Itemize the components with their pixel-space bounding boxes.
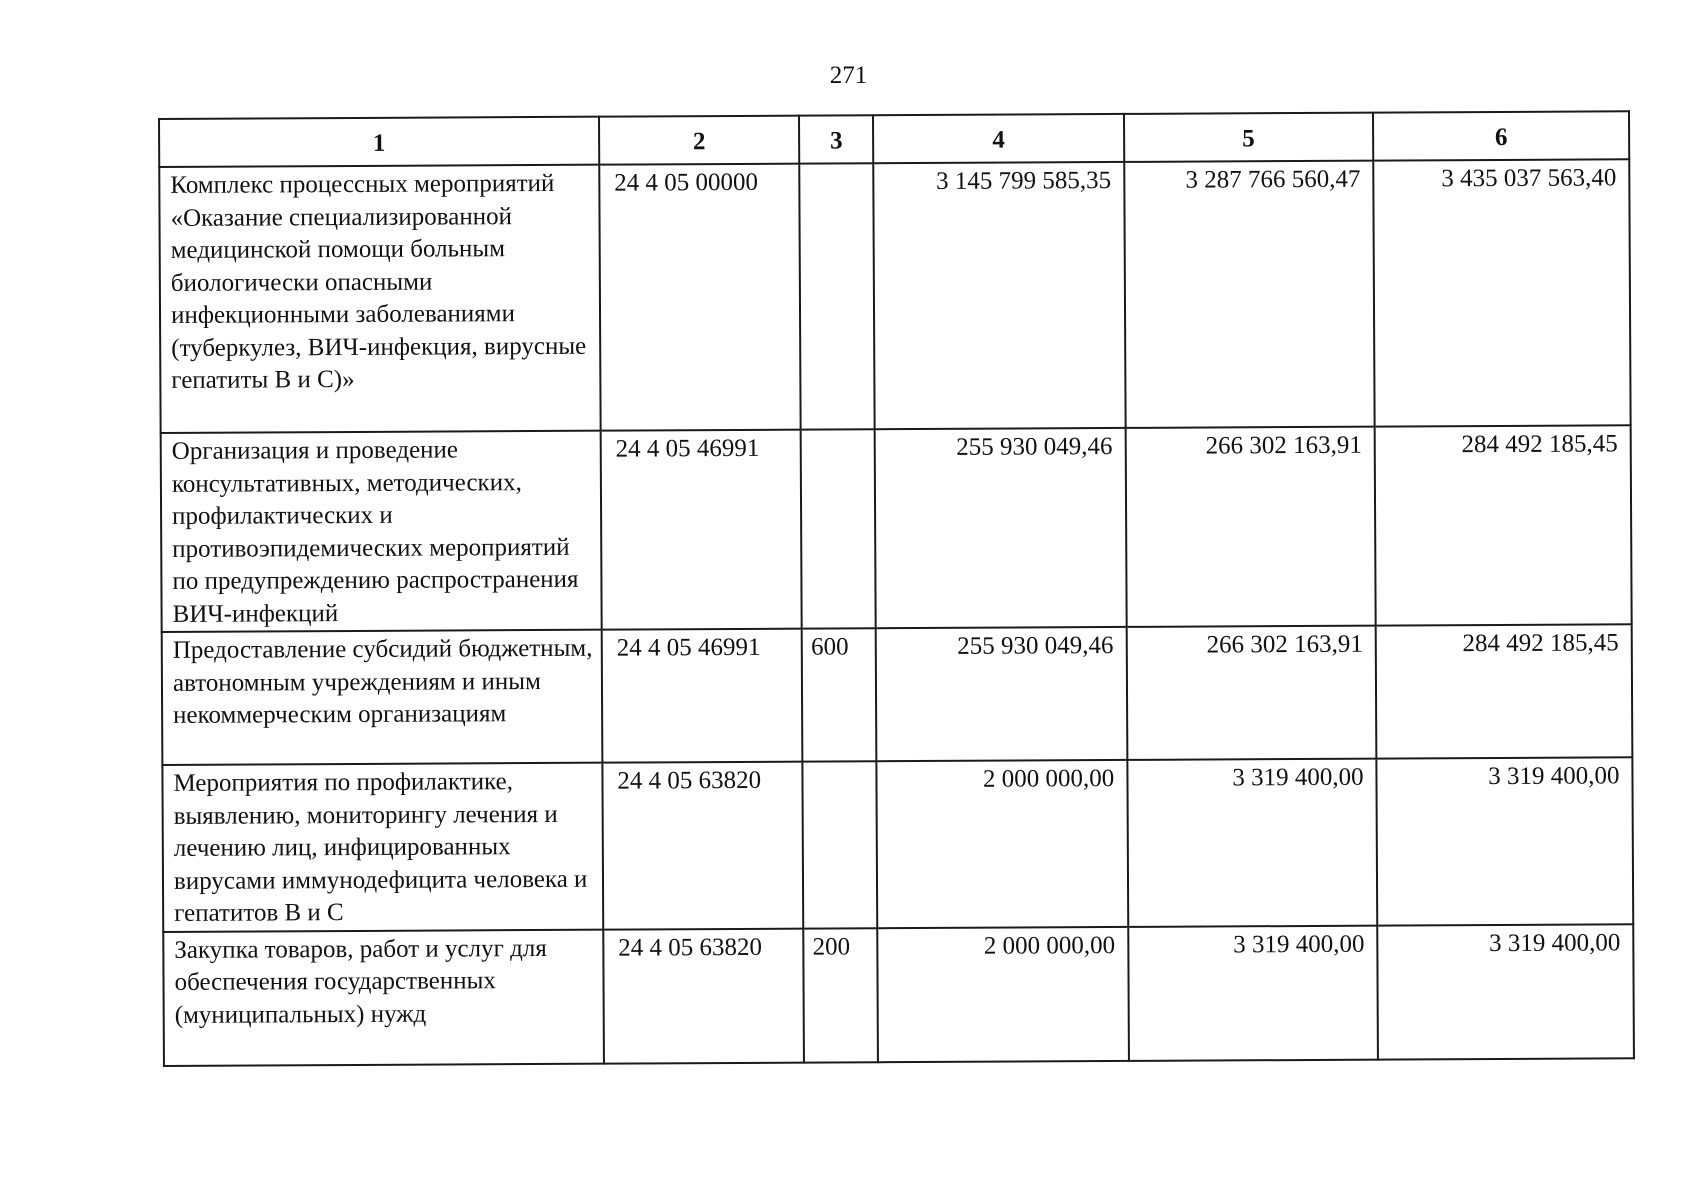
row-name: Мероприятия по профилактике, выявлению, мониторингу лечения и лечению лиц, инфицированных вирусами иммунодефицита человека и гепатитов В и С <box>162 763 603 932</box>
header-col-5: 5 <box>1124 113 1374 162</box>
row-amount-col-6: 3 319 400,00 <box>1376 757 1633 925</box>
header-col-6: 6 <box>1373 111 1629 160</box>
row-amount-col-6: 3 435 037 563,40 <box>1373 159 1630 426</box>
row-code: 24 4 05 63820 <box>603 928 804 1063</box>
row-expense-type <box>803 761 878 928</box>
row-amount-col-5: 266 302 163,91 <box>1125 427 1375 627</box>
row-amount-col-4: 2 000 000,00 <box>877 760 1128 928</box>
table-row <box>159 159 1630 433</box>
page-number: 271 <box>829 62 868 89</box>
row-name: Организация и проведение консультативных, методических, профилактических и противоэпидемических мероприятий по предупреждению распространения ВИЧ-инфекций <box>161 431 602 632</box>
row-name: Закупка товаров, работ и услуг для обеспечения государственных (муниципальных) нужд <box>163 929 604 1065</box>
table-row <box>162 624 1633 765</box>
row-code: 24 4 05 00000 <box>599 164 801 431</box>
row-amount-col-4: 3 145 799 585,35 <box>874 162 1126 429</box>
row-expense-type: 600 <box>802 628 877 761</box>
row-amount-col-6: 284 492 185,45 <box>1375 425 1632 625</box>
row-amount-col-5: 266 302 163,91 <box>1126 626 1376 760</box>
budget-table <box>158 110 1635 1066</box>
row-amount-col-5: 3 319 400,00 <box>1128 925 1378 1060</box>
table-row <box>161 425 1632 632</box>
row-amount-col-4: 255 930 049,46 <box>875 428 1126 628</box>
header-col-4: 4 <box>873 114 1124 163</box>
row-code: 24 4 05 46991 <box>601 430 802 630</box>
header-col-3: 3 <box>799 115 873 163</box>
row-amount-col-6: 3 319 400,00 <box>1377 924 1634 1059</box>
row-expense-type <box>799 163 874 429</box>
row-amount-col-6: 284 492 185,45 <box>1376 624 1633 758</box>
row-name: Комплекс процессных мероприятий «Оказание специализированной медицинской помощи больным биологически опасными инфекционными заболеваниями (туберкулез, ВИЧ-инфекция, вирусные гепатиты В и С)» <box>159 165 600 433</box>
row-amount-col-4: 2 000 000,00 <box>878 926 1129 1061</box>
header-col-1: 1 <box>159 117 599 167</box>
row-code: 24 4 05 46991 <box>602 629 803 763</box>
row-expense-type: 200 <box>804 928 879 1062</box>
table-header-row <box>159 111 1629 167</box>
table-row <box>162 757 1633 931</box>
row-amount-col-4: 255 930 049,46 <box>876 627 1127 761</box>
table-row <box>163 924 1634 1066</box>
header-col-2: 2 <box>599 116 800 165</box>
row-amount-col-5: 3 287 766 560,47 <box>1124 161 1375 428</box>
row-code: 24 4 05 63820 <box>602 762 803 930</box>
row-amount-col-5: 3 319 400,00 <box>1127 759 1377 927</box>
row-expense-type <box>801 429 876 628</box>
row-name: Предоставление субсидий бюджетным, автономным учреждениям и иным некоммерческим организациям <box>162 630 603 765</box>
